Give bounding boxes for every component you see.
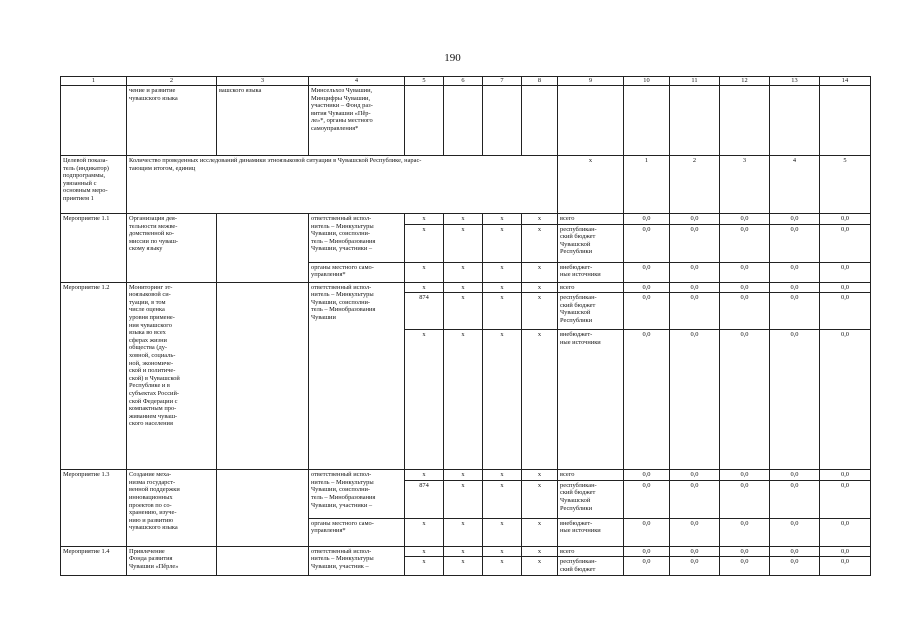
column-number-header: 8 bbox=[522, 77, 558, 86]
empty-cell bbox=[770, 86, 820, 156]
code-cell: х bbox=[522, 480, 558, 518]
measure-label: Мероприятие 1.4 bbox=[61, 546, 127, 575]
code-cell: х bbox=[444, 224, 483, 262]
year-value: 0,0 bbox=[770, 480, 820, 518]
indicator-value: 1 bbox=[624, 156, 670, 214]
year-value: 0,0 bbox=[670, 470, 720, 481]
measure-goal bbox=[217, 282, 309, 470]
page-number: 190 bbox=[444, 52, 461, 64]
code-cell: х bbox=[444, 557, 483, 575]
measure-goal bbox=[217, 214, 309, 283]
measure-row bbox=[61, 282, 871, 293]
year-value: 0,0 bbox=[770, 214, 820, 225]
year-value: 0,0 bbox=[770, 293, 820, 330]
funding-source: всего bbox=[558, 282, 624, 293]
funding-source: внебюджет- ные источники bbox=[558, 330, 624, 470]
year-value: 0,0 bbox=[770, 470, 820, 481]
code-cell: х bbox=[444, 546, 483, 557]
year-value: 0,0 bbox=[670, 546, 720, 557]
year-value: 0,0 bbox=[720, 518, 770, 546]
code-cell: х bbox=[405, 330, 444, 470]
measure-label: Мероприятие 1.2 bbox=[61, 282, 127, 470]
year-value: 0,0 bbox=[770, 557, 820, 575]
year-value: 0,0 bbox=[624, 557, 670, 575]
column-number-header: 14 bbox=[820, 77, 871, 86]
code-cell: х bbox=[522, 262, 558, 282]
funding-source: внебюджет- ные источники bbox=[558, 518, 624, 546]
year-value: 0,0 bbox=[770, 282, 820, 293]
measure-row bbox=[61, 546, 871, 557]
year-value: 0,0 bbox=[720, 262, 770, 282]
column-number-header: 5 bbox=[405, 77, 444, 86]
year-value: 0,0 bbox=[770, 224, 820, 262]
year-value: 0,0 bbox=[670, 282, 720, 293]
year-value: 0,0 bbox=[820, 330, 871, 470]
year-value: 0,0 bbox=[624, 293, 670, 330]
code-cell: х bbox=[405, 546, 444, 557]
measure-executor: ответственный испол- нитель – Минкультуры Чувашии, соисполни- тель – Минобразования Чувашии bbox=[309, 282, 405, 470]
empty-cell bbox=[670, 86, 720, 156]
code-cell: х bbox=[444, 518, 483, 546]
measure-name: Мониторинг эт- ноязыковой си- туации, в том числе оценка уровня примене- ния чувашского языка во всех сферах жизни общества (ду- ховной, социаль- ной, экономиче- ской и политиче- ской) в Чувашской Республике и в субъектах Россий- ской Федерации с компактным про- живанием чуваш- ского населения bbox=[127, 282, 217, 470]
indicator-value: 4 bbox=[770, 156, 820, 214]
year-value: 0,0 bbox=[670, 330, 720, 470]
code-cell: х bbox=[405, 224, 444, 262]
year-value: 0,0 bbox=[820, 470, 871, 481]
year-value: 0,0 bbox=[624, 214, 670, 225]
code-cell: х bbox=[483, 546, 522, 557]
empty-cell bbox=[820, 86, 871, 156]
year-value: 0,0 bbox=[820, 546, 871, 557]
indicator-row bbox=[61, 156, 871, 214]
continued-measure-name: чение и развитие чувашского языка bbox=[127, 86, 217, 156]
year-value: 0,0 bbox=[720, 214, 770, 225]
code-cell: х bbox=[522, 293, 558, 330]
funding-source: республикан- ский бюджет Чувашской Республики bbox=[558, 293, 624, 330]
code-cell: х bbox=[522, 330, 558, 470]
measure-executor: ответственный испол- нитель – Минкультуры Чувашии, участник – bbox=[309, 546, 405, 575]
empty-cell bbox=[444, 86, 483, 156]
code-cell: х bbox=[405, 557, 444, 575]
empty-cell bbox=[522, 86, 558, 156]
code-cell: х bbox=[483, 293, 522, 330]
year-value: 0,0 bbox=[624, 224, 670, 262]
column-number-header: 1 bbox=[61, 77, 127, 86]
code-cell: х bbox=[483, 518, 522, 546]
year-value: 0,0 bbox=[670, 480, 720, 518]
indicator-value: 3 bbox=[720, 156, 770, 214]
code-cell: х bbox=[444, 282, 483, 293]
code-cell: х bbox=[405, 470, 444, 481]
year-value: 0,0 bbox=[770, 262, 820, 282]
code-cell: х bbox=[405, 214, 444, 225]
indicator-label: Целевой показа- тель (индикатор) подпрограммы, увязанный с основным меро- приятием 1 bbox=[61, 156, 127, 214]
measure-label: Мероприятие 1.1 bbox=[61, 214, 127, 283]
measure-goal bbox=[217, 470, 309, 547]
column-number-header: 4 bbox=[309, 77, 405, 86]
code-cell: х bbox=[405, 282, 444, 293]
year-value: 0,0 bbox=[720, 546, 770, 557]
code-cell: х bbox=[483, 557, 522, 575]
year-value: 0,0 bbox=[720, 224, 770, 262]
year-value: 0,0 bbox=[820, 518, 871, 546]
year-value: 0,0 bbox=[820, 214, 871, 225]
continued-col-1 bbox=[61, 86, 127, 156]
code-cell: х bbox=[444, 480, 483, 518]
code-cell: 874 bbox=[405, 293, 444, 330]
column-number-header: 7 bbox=[483, 77, 522, 86]
empty-cell bbox=[720, 86, 770, 156]
year-value: 0,0 bbox=[820, 293, 871, 330]
empty-cell bbox=[624, 86, 670, 156]
year-value: 0,0 bbox=[720, 480, 770, 518]
funding-source: всего bbox=[558, 546, 624, 557]
year-value: 0,0 bbox=[770, 546, 820, 557]
code-cell: х bbox=[483, 470, 522, 481]
code-cell: х bbox=[483, 214, 522, 225]
code-cell: х bbox=[522, 470, 558, 481]
empty-cell bbox=[558, 86, 624, 156]
year-value: 0,0 bbox=[670, 214, 720, 225]
year-value: 0,0 bbox=[720, 293, 770, 330]
year-value: 0,0 bbox=[770, 518, 820, 546]
funding-source: внебюджет- ные источники bbox=[558, 262, 624, 282]
measure-name: Создание меха- низма государст- венной поддержки инновационных проектов по со- хранению, изуче- нию и развитию чувашского языка bbox=[127, 470, 217, 547]
year-value: 0,0 bbox=[670, 293, 720, 330]
column-number-header: 9 bbox=[558, 77, 624, 86]
indicator-value: 2 bbox=[670, 156, 720, 214]
indicator-col9: х bbox=[558, 156, 624, 214]
year-value: 0,0 bbox=[670, 557, 720, 575]
continued-goal: вашского языка bbox=[217, 86, 309, 156]
code-cell: х bbox=[522, 282, 558, 293]
year-value: 0,0 bbox=[720, 557, 770, 575]
funding-source: всего bbox=[558, 470, 624, 481]
code-cell: х bbox=[405, 518, 444, 546]
year-value: 0,0 bbox=[624, 518, 670, 546]
empty-cell bbox=[405, 86, 444, 156]
funding-source: республикан- ский бюджет bbox=[558, 557, 624, 575]
code-cell: х bbox=[444, 214, 483, 225]
measure-name: Организация дея- тельности межве- домственной ко- миссии по чуваш- скому языку bbox=[127, 214, 217, 283]
year-value: 0,0 bbox=[820, 224, 871, 262]
continued-executor: Минсельхоз Чувашии, Минцифры Чувашии, участники – Фонд раз- вития Чувашии «Пĕр- ле»*, органы местного самоуправления* bbox=[309, 86, 405, 156]
indicator-text: Количество проведенных исследований динамики этноязыковой ситуации в Чувашской Республике, нарас- тающим итогом, единиц bbox=[127, 156, 558, 214]
year-value: 0,0 bbox=[670, 518, 720, 546]
measure-label: Мероприятие 1.3 bbox=[61, 470, 127, 547]
year-value: 0,0 bbox=[720, 470, 770, 481]
year-value: 0,0 bbox=[624, 480, 670, 518]
column-number-header: 12 bbox=[720, 77, 770, 86]
column-number-header: 13 bbox=[770, 77, 820, 86]
year-value: 0,0 bbox=[670, 262, 720, 282]
year-value: 0,0 bbox=[770, 330, 820, 470]
code-cell: х bbox=[522, 224, 558, 262]
year-value: 0,0 bbox=[820, 262, 871, 282]
measure-name: Привлечение Фонда развития Чувашии «Пĕрле» bbox=[127, 546, 217, 575]
code-cell: х bbox=[483, 224, 522, 262]
code-cell: х bbox=[483, 480, 522, 518]
year-value: 0,0 bbox=[720, 330, 770, 470]
year-value: 0,0 bbox=[624, 330, 670, 470]
year-value: 0,0 bbox=[820, 557, 871, 575]
column-number-header: 11 bbox=[670, 77, 720, 86]
measure-executor-continued: органы местного само- управления* bbox=[309, 518, 405, 546]
column-number-row bbox=[61, 77, 871, 86]
year-value: 0,0 bbox=[624, 470, 670, 481]
measure-goal bbox=[217, 546, 309, 575]
code-cell: х bbox=[444, 262, 483, 282]
table-body bbox=[61, 77, 871, 576]
measure-row bbox=[61, 214, 871, 225]
funding-source: республикан- ский бюджет Чувашской Республики bbox=[558, 224, 624, 262]
code-cell: х bbox=[405, 262, 444, 282]
year-value: 0,0 bbox=[720, 282, 770, 293]
column-number-header: 3 bbox=[217, 77, 309, 86]
column-number-header: 10 bbox=[624, 77, 670, 86]
measure-executor: ответственный испол- нитель – Минкультуры Чувашии, соисполни- тель – Минобразования Чувашии, участники – bbox=[309, 214, 405, 263]
code-cell: х bbox=[522, 518, 558, 546]
code-cell: х bbox=[483, 330, 522, 470]
continued-row bbox=[61, 86, 871, 156]
funding-source: всего bbox=[558, 214, 624, 225]
code-cell: х bbox=[522, 557, 558, 575]
code-cell: х bbox=[522, 546, 558, 557]
measure-executor-continued: органы местного само- управления* bbox=[309, 262, 405, 282]
measure-executor: ответственный испол- нитель – Минкультуры Чувашии, соисполни- тель – Минобразования Чувашии, участники – bbox=[309, 470, 405, 519]
empty-cell bbox=[483, 86, 522, 156]
year-value: 0,0 bbox=[670, 224, 720, 262]
code-cell: 874 bbox=[405, 480, 444, 518]
code-cell: х bbox=[483, 282, 522, 293]
year-value: 0,0 bbox=[624, 546, 670, 557]
program-table bbox=[60, 76, 871, 576]
column-number-header: 6 bbox=[444, 77, 483, 86]
year-value: 0,0 bbox=[624, 282, 670, 293]
column-number-header: 2 bbox=[127, 77, 217, 86]
indicator-value: 5 bbox=[820, 156, 871, 214]
year-value: 0,0 bbox=[820, 480, 871, 518]
code-cell: х bbox=[522, 214, 558, 225]
funding-source: республикан- ский бюджет Чувашской Республики bbox=[558, 480, 624, 518]
measure-row bbox=[61, 470, 871, 481]
year-value: 0,0 bbox=[820, 282, 871, 293]
code-cell: х bbox=[483, 262, 522, 282]
code-cell: х bbox=[444, 293, 483, 330]
code-cell: х bbox=[444, 330, 483, 470]
year-value: 0,0 bbox=[624, 262, 670, 282]
code-cell: х bbox=[444, 470, 483, 481]
